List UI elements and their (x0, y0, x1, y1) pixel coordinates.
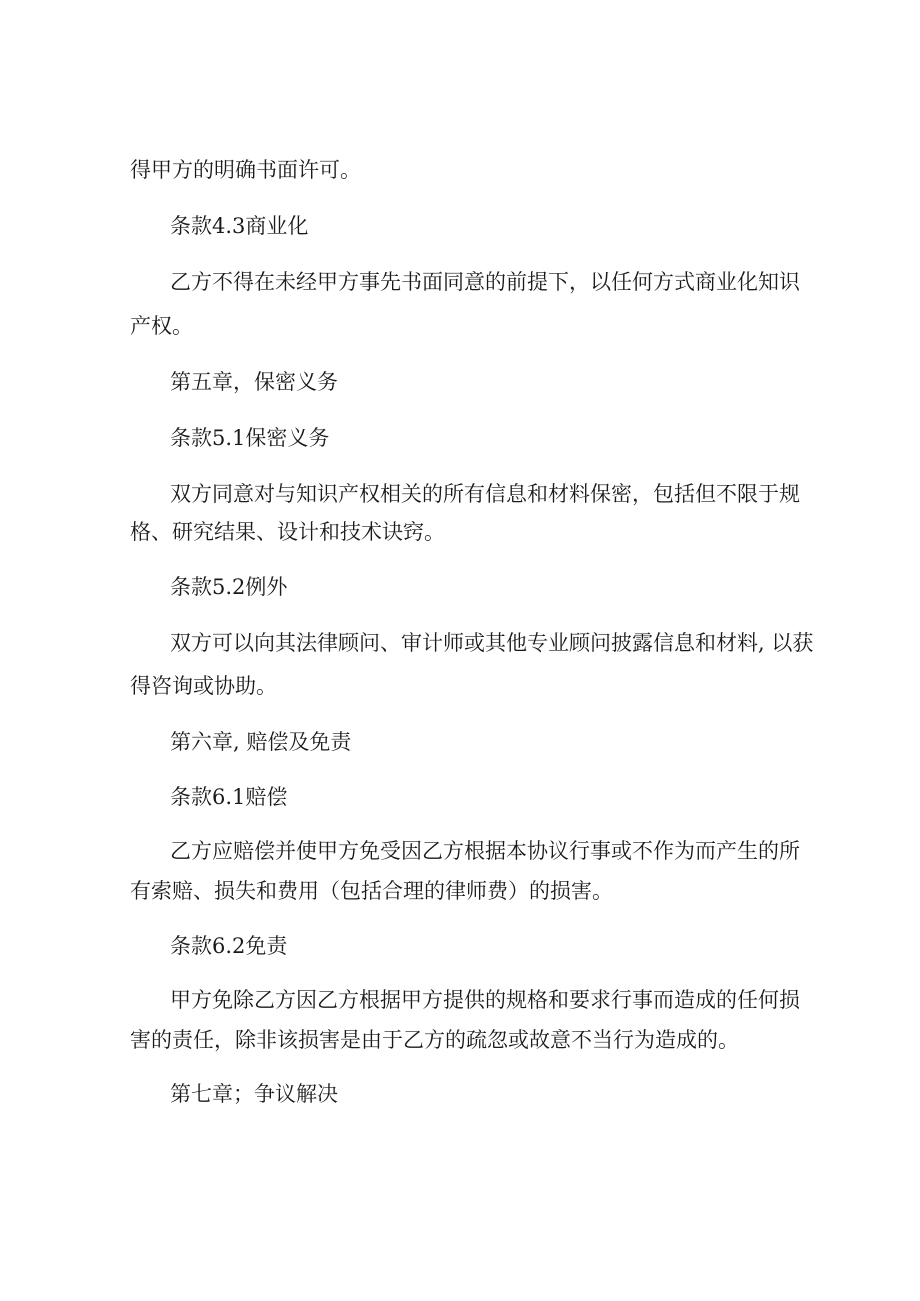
paragraph-line: 双方同意对与知识产权相关的所有信息和材料保密，包括但不限于规 (170, 482, 800, 506)
clause-heading-6-2: 条款6.2免责 (170, 934, 288, 958)
paragraph-line: 乙方应赔偿并使甲方免受因乙方根据本协议行事或不作为而产生的所 (170, 839, 800, 863)
paragraph-line: 害的责任，除非该损害是由于乙方的疏忽或故意不当行为造成的。 (130, 1028, 739, 1052)
paragraph-line: 乙方不得在未经甲方事先书面同意的前提下，以任何方式商业化知识 (170, 270, 800, 294)
paragraph-line: 有索赔、损失和费用（包括合理的律师费）的损害。 (130, 879, 613, 903)
clause-heading-5-2: 条款5.2例外 (170, 575, 288, 599)
clause-heading-6-1: 条款6.1赔偿 (170, 785, 288, 809)
paragraph-line: 格、研究结果、设计和技术诀窍。 (130, 520, 445, 544)
paragraph-line: 双方可以向其法律顾问、审计师或其他专业顾问披露信息和材料, 以获 (170, 631, 814, 655)
clause-heading-5-1: 条款5.1保密义务 (170, 426, 330, 450)
chapter-heading-6: 第六章, 赔偿及免责 (170, 730, 352, 754)
paragraph-line: 产权。 (130, 314, 193, 338)
chapter-heading-7: 第七章；争议解决 (170, 1082, 338, 1106)
clause-heading-4-3: 条款4.3商业化 (170, 214, 309, 238)
paragraph-continuation-line: 得甲方的明确书面许可。 (130, 158, 361, 182)
chapter-heading-5: 第五章，保密义务 (170, 370, 338, 394)
paragraph-line: 得咨询或协助。 (130, 674, 277, 698)
paragraph-line: 甲方免除乙方因乙方根据甲方提供的规格和要求行事而造成的任何损 (170, 988, 800, 1012)
